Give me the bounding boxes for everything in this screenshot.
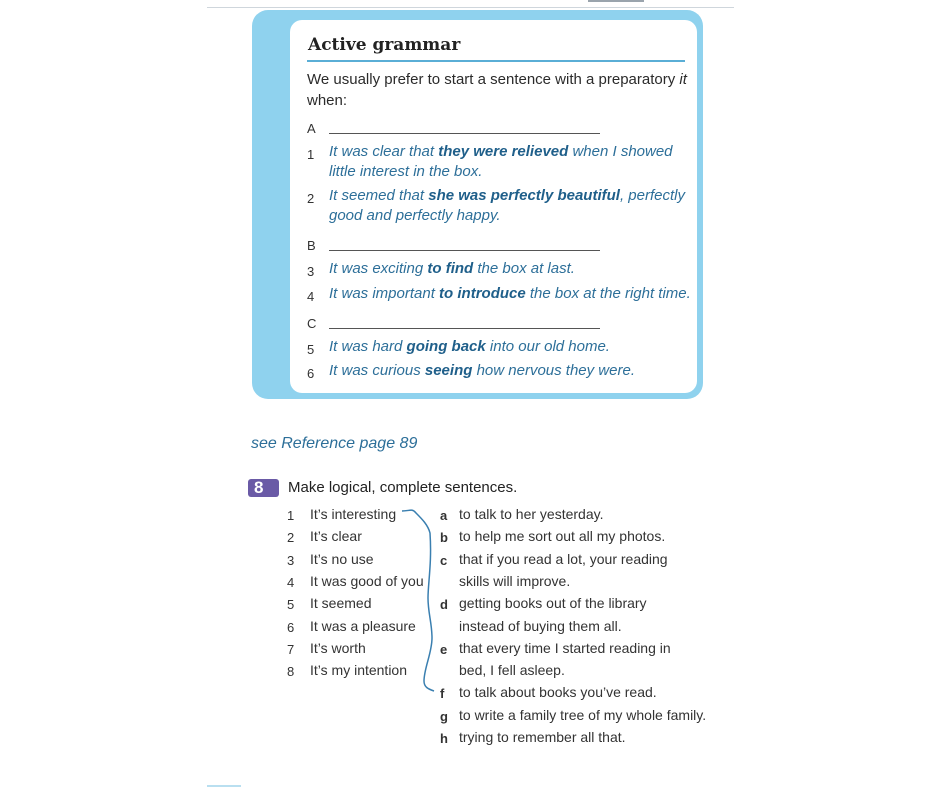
- stem-number: 3: [287, 553, 295, 568]
- ending-letter: h: [440, 731, 448, 746]
- ending-letter: a: [440, 508, 448, 523]
- top-divider: [207, 7, 734, 8]
- fill-in-blank-a: [329, 133, 600, 134]
- fill-in-blank-c: [329, 328, 600, 329]
- intro-text-start: We usually prefer to start a sentence with a preparatory: [307, 71, 680, 88]
- ending-text: that if you read a lot, your reading: [459, 551, 668, 567]
- example-number: 1: [307, 147, 315, 162]
- example-sentence: It was curious seeing how nervous they were.: [329, 362, 635, 379]
- example-number: 5: [307, 342, 315, 357]
- stem-text: It was a pleasure: [310, 618, 416, 634]
- stem-number: 1: [287, 508, 295, 523]
- ending-text: that every time I started reading in: [459, 640, 671, 656]
- stem-text: It’s no use: [310, 551, 374, 567]
- reference-link[interactable]: see Reference page 89: [251, 435, 418, 452]
- example-number: 3: [307, 264, 315, 279]
- example-sentence: It was hard going back into our old home.: [329, 338, 610, 355]
- ending-text-continued: instead of buying them all.: [459, 618, 622, 634]
- ending-text: to write a family tree of my whole family.: [459, 707, 707, 723]
- group-letter-a: A: [307, 121, 316, 136]
- example-sentence: It was exciting to find the box at last.: [329, 260, 575, 277]
- fill-in-blank-b: [329, 250, 600, 251]
- stem-number: 6: [287, 620, 295, 635]
- stem-number: 4: [287, 575, 295, 590]
- example-sentence: It was important to introduce the box at the right time.: [329, 285, 691, 302]
- stem-text: It’s worth: [310, 640, 366, 656]
- stem-number: 8: [287, 664, 295, 679]
- ending-letter: d: [440, 597, 448, 612]
- active-grammar-title: Active grammar: [308, 35, 461, 55]
- ending-letter: b: [440, 530, 448, 545]
- stem-text: It was good of you: [310, 573, 424, 589]
- ending-text-continued: bed, I fell asleep.: [459, 662, 565, 678]
- intro-italic-it: it: [679, 71, 687, 88]
- grammar-intro: [307, 69, 687, 111]
- example-sentence: It was clear that they were relieved when I showed little interest in the box.: [329, 143, 673, 180]
- stem-number: 7: [287, 642, 295, 657]
- stem-text: It’s interesting: [310, 506, 397, 522]
- top-tab-mark: [588, 0, 644, 2]
- example-number: 6: [307, 366, 315, 381]
- ending-text: to talk to her yesterday.: [459, 506, 604, 522]
- stem-text: It seemed: [310, 595, 372, 611]
- example-number: 2: [307, 191, 315, 206]
- title-underline: [307, 60, 685, 62]
- ending-letter: c: [440, 553, 448, 568]
- ending-text: trying to remember all that.: [459, 729, 626, 745]
- exercise-number-badge: 8: [248, 479, 279, 497]
- group-letter-c: C: [307, 316, 317, 331]
- intro-text-end: when:: [307, 92, 348, 109]
- ending-text: getting books out of the library: [459, 595, 647, 611]
- stem-text: It’s my intention: [310, 662, 408, 678]
- group-letter-b: B: [307, 238, 316, 253]
- stem-text: It’s clear: [310, 528, 362, 544]
- example-number: 4: [307, 289, 315, 304]
- stem-number: 5: [287, 597, 295, 612]
- ending-letter: g: [440, 709, 448, 724]
- example-sentence: It seemed that she was perfectly beautiful, perfectly good and perfectly happy.: [329, 187, 685, 224]
- stem-number: 2: [287, 530, 295, 545]
- ending-letter: f: [440, 686, 445, 701]
- ending-letter: e: [440, 642, 448, 657]
- ending-text-continued: skills will improve.: [459, 573, 571, 589]
- ending-text: to help me sort out all my photos.: [459, 528, 666, 544]
- exercise-instruction: Make logical, complete sentences.: [288, 479, 518, 496]
- ending-text: to talk about books you’ve read.: [459, 684, 657, 700]
- bottom-edge-mark: [207, 785, 241, 787]
